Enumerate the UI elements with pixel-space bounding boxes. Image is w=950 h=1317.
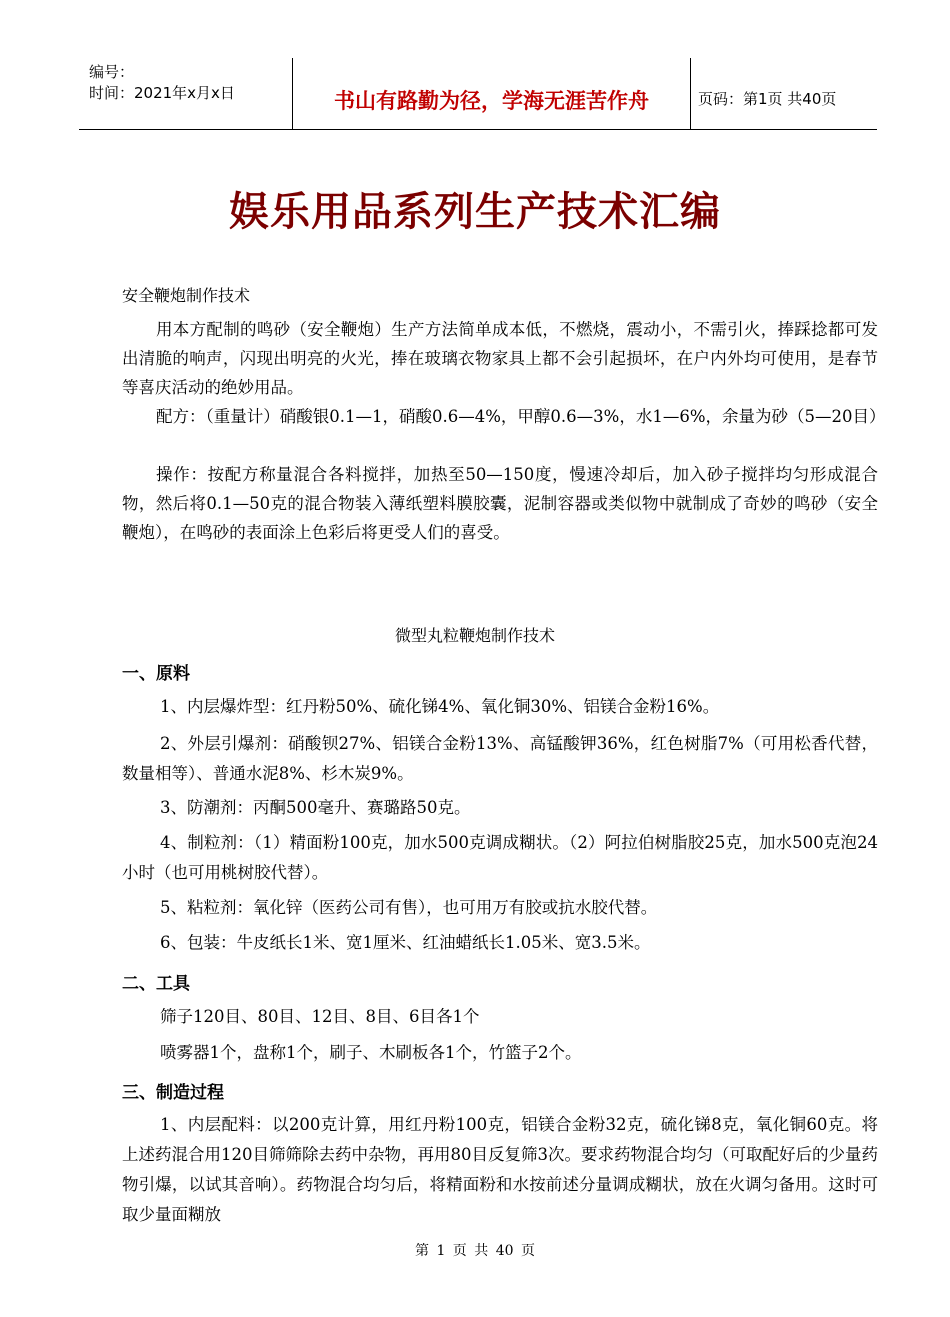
section-title-micro-pellet: 微型丸粒鞭炮制作技术 (394, 626, 555, 645)
page-code-label: 页码：第1页 共40页 (698, 90, 837, 108)
motto-text: 书山有路勤为径，学海无涯苦作舟 (334, 89, 649, 113)
material-item: 3、防潮剂：丙酮500毫升、赛璐路50克。 (160, 798, 471, 817)
document-title: 娱乐用品系列生产技术汇编 (229, 189, 721, 235)
heading-tools: 二、工具 (122, 974, 190, 994)
material-item: 2、外层引爆剂：硝酸钡27%、铝镁合金粉13%、高锰酸钾36%，红色树脂7%（可用松香代替，数量相等）、普通水泥8%、杉木炭9%。 (122, 734, 878, 783)
tool-item: 喷雾器1个，盘称1个，刷子、木刷板各1个，竹篮子2个。 (160, 1043, 582, 1062)
paragraph-operation: 操作：按配方称量混合各料搅拌，加热至50—150度，慢速冷却后，加入砂子搅拌均匀形成混合物，然后将0.1—50克的混合物装入薄纸塑料膜胶囊，泥制容器或类似物中就制成了奇妙的鸣砂（安全鞭炮），在鸣砂的表面涂上色彩后将更受人们的喜受。 (122, 465, 878, 542)
heading-process: 三、制造过程 (122, 1083, 224, 1103)
heading-materials: 一、原料 (122, 664, 190, 684)
paragraph-intro: 用本方配制的鸣砂（安全鞭炮）生产方法简单成本低，不燃烧，震动小，不需引火，捧踩捻都可发出清脆的响声，闪现出明亮的火光，捧在玻璃衣物家具上都不会引起损坏，在户内外均可使用，是春节等喜庆活动的绝妙用品。 (122, 320, 878, 397)
material-item: 4、制粒剂：（1）精面粉100克，加水500克调成糊状。（2）阿拉伯树脂胶25克，加水500克泡24小时（也可用桃树胶代替）。 (122, 833, 878, 882)
material-item: 6、包装：牛皮纸长1米、宽1厘米、红油蜡纸长1.05米、宽3.5米。 (160, 933, 651, 952)
tool-item: 筛子120目、80目、12目、8目、6目各1个 (160, 1007, 480, 1026)
date-label: 时间：2021年x月x日 (89, 84, 235, 102)
section-title-safe-firecracker: 安全鞭炮制作技术 (122, 286, 251, 305)
header-motto-cell (292, 58, 691, 129)
paragraph-formula: 配方：（重量计）硝酸银0.1—1，硝酸0.6—4%，甲醇0.6—3%，水1—6%，余量为砂（5—20目） (156, 407, 886, 426)
header-page-cell (690, 58, 877, 129)
process-item: 1、内层配料：以200克计算，用红丹粉100克，铝镁合金粉32克，硫化锑8克，氧化铜60克。将上述药混合用120目筛筛除去药中杂物，再用80目反复筛3次。要求药物混合均匀（可取配好后的少量药物引爆，以试其音响）。药物混合均匀后，将精面粉和水按前述分量调成糊状，放在火调匀备用。这时可取少量面糊放 (122, 1115, 878, 1224)
serial-number-label: 编号： (89, 63, 135, 81)
header-table (79, 58, 877, 130)
material-item: 1、内层爆炸型：红丹粉50%、硫化锑4%、氧化铜30%、铝镁合金粉16%。 (160, 697, 720, 716)
header-info-cell (79, 58, 291, 129)
material-item: 5、粘粒剂：氧化锌（医药公司有售），也可用万有胶或抗水胶代替。 (160, 898, 658, 917)
page-footer: 第 1 页 共 40 页 (415, 1243, 535, 1259)
